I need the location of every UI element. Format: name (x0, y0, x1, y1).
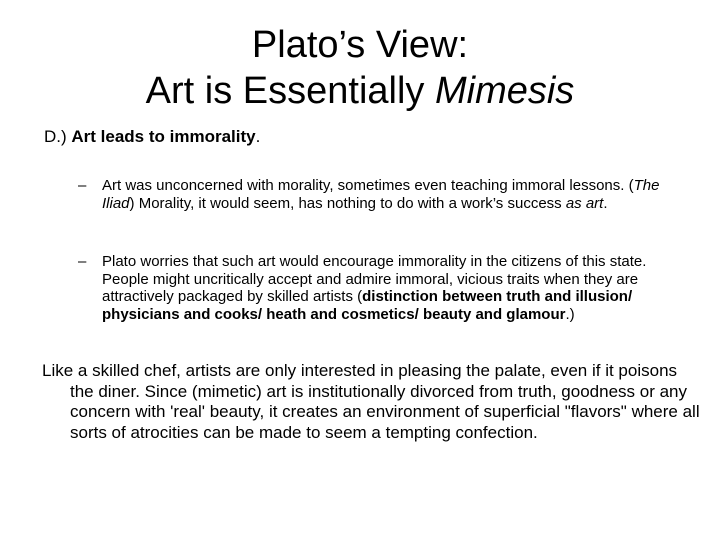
title-line-1: Plato’s View: (251, 24, 469, 66)
bullet-text-part: . (603, 194, 608, 212)
heading-suffix: . (255, 127, 261, 146)
title-line-2-text: Art is Essentially (145, 70, 435, 112)
bullet-italic-title: The Iliad (102, 177, 660, 212)
section-heading (44, 126, 260, 148)
bullet-italic-phrase: as art (565, 194, 604, 212)
bullet-bold-phrase: distinction between truth and illusion/ physicians and cooks/ heath and cosmetics/ beauty and glamour (102, 288, 633, 323)
bullet-text-part: Art was unconcerned with morality, sometimes even teaching immoral lessons. ( (102, 177, 634, 194)
bullet-dash: – (78, 253, 87, 270)
title-line-2 (0, 68, 720, 114)
slide-title (0, 22, 720, 114)
title-mimesis: Mimesis (434, 70, 575, 112)
bullet-dash: – (78, 177, 87, 194)
heading-bold: Art leads to immorality (71, 127, 256, 146)
bullet-text-part: .) (565, 305, 575, 323)
body-paragraph: Like a skilled chef, artists are only interested in pleasing the palate, even if it poisons the diner. Since (mimetic) art is institutionally divorced from truth, goodness or any concern with 'real' beauty, it creates an environment of superficial "flavors" where all sorts of atrocities can be made to seem a tempting confection. (42, 361, 700, 442)
bullet-text-part: Plato worries that such art would encourage immorality in the citizens of this state. People might uncritically accept and admire immoral, vicious traits when they are attractively packaged by skilled artists ( (102, 253, 647, 305)
bullet-item (78, 253, 678, 323)
bullet-text (102, 253, 678, 323)
bullet-text-part: ) Morality, it would seem, has nothing to do with a work’s success (129, 194, 566, 212)
bullet-text (102, 177, 678, 212)
bullet-item (78, 177, 678, 212)
heading-prefix: D.) (44, 127, 72, 146)
